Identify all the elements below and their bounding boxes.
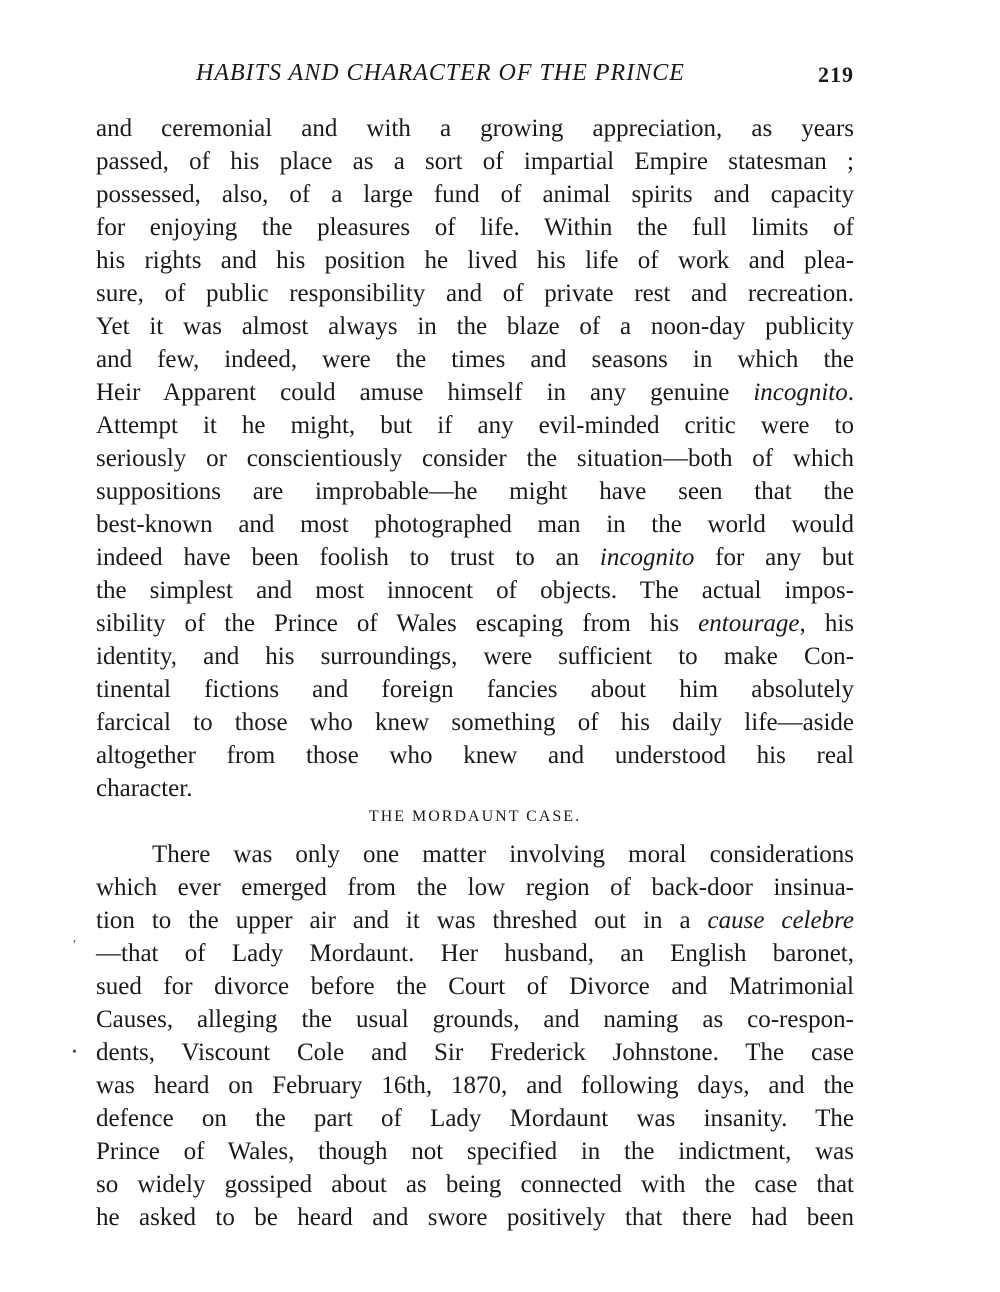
text-line: Heir Apparent could amuse himself in any genuine incognito. — [96, 379, 854, 406]
text-line: farcical to those who knew something of his daily life—aside — [96, 709, 854, 736]
text-line: altogether from those who knew and understood his real — [96, 742, 854, 769]
text-line: passed, of his place as a sort of impartial Empire statesman ; — [96, 148, 854, 175]
text-line: so widely gossiped about as being connected with the case that — [96, 1171, 854, 1198]
text-line: defence on the part of Lady Mordaunt was insanity. The — [96, 1105, 854, 1132]
running-header — [96, 60, 854, 92]
text-line: for enjoying the pleasures of life. Within the full limits of — [96, 214, 854, 241]
text-line: sure, of public responsibility and of private rest and recreation. — [96, 280, 854, 307]
text-line: indeed have been foolish to trust to an incognito for any but — [96, 544, 854, 571]
text-line: and few, indeed, were the times and seasons in which the — [96, 346, 854, 373]
page-number: 219 — [818, 62, 854, 87]
text-line: best-known and most photographed man in the world would — [96, 511, 854, 538]
text-line: dents, Viscount Cole and Sir Frederick Johnstone. The case — [96, 1039, 854, 1066]
text-line: suppositions are improbable—he might have seen that the — [96, 478, 854, 505]
text-line: character. — [96, 775, 193, 802]
text-line: tion to the upper air and it was threshed out in a cause celebre — [96, 907, 854, 934]
text-line: Prince of Wales, though not specified in the indictment, was — [96, 1138, 854, 1165]
text-line: tinental fictions and foreign fancies about him absolutely — [96, 676, 854, 703]
paragraph-1 — [96, 112, 854, 805]
text-line: which ever emerged from the low region of back-door insinua- — [96, 874, 854, 901]
text-line: There was only one matter involving moral considerations — [152, 841, 854, 868]
text-line: identity, and his surroundings, were sufficient to make Con- — [96, 643, 854, 670]
text-line: his rights and his position he lived his life of work and plea- — [96, 247, 854, 274]
text-line: Yet it was almost always in the blaze of a noon-day publicity — [96, 313, 854, 340]
text-line: Causes, alleging the usual grounds, and naming as co-respon- — [96, 1006, 854, 1033]
margin-mark: • — [72, 1045, 77, 1060]
text-line: —that of Lady Mordaunt. Her husband, an English baronet, — [96, 940, 854, 967]
text-line: and ceremonial and with a growing appreciation, as years — [96, 115, 854, 142]
text-line: was heard on February 16th, 1870, and following days, and the — [96, 1072, 854, 1099]
text-line: the simplest and most innocent of objects. The actual impos- — [96, 577, 854, 604]
text-line: Attempt it he might, but if any evil-minded critic were to — [96, 412, 854, 439]
text-line: sibility of the Prince of Wales escaping from his entourage, his — [96, 610, 854, 637]
text-line: sued for divorce before the Court of Divorce and Matrimonial — [96, 973, 854, 1000]
margin-mark: ’ — [72, 938, 77, 953]
text-line: possessed, also, of a large fund of animal spirits and capacity — [96, 181, 854, 208]
text-line: he asked to be heard and swore positively that there had been — [96, 1204, 854, 1231]
section-heading: THE MORDAUNT CASE. — [368, 808, 582, 825]
text-line: seriously or conscientiously consider the situation—both of which — [96, 445, 854, 472]
running-title: HABITS AND CHARACTER OF THE PRINCE — [196, 60, 685, 86]
paragraph-2 — [96, 838, 854, 1234]
